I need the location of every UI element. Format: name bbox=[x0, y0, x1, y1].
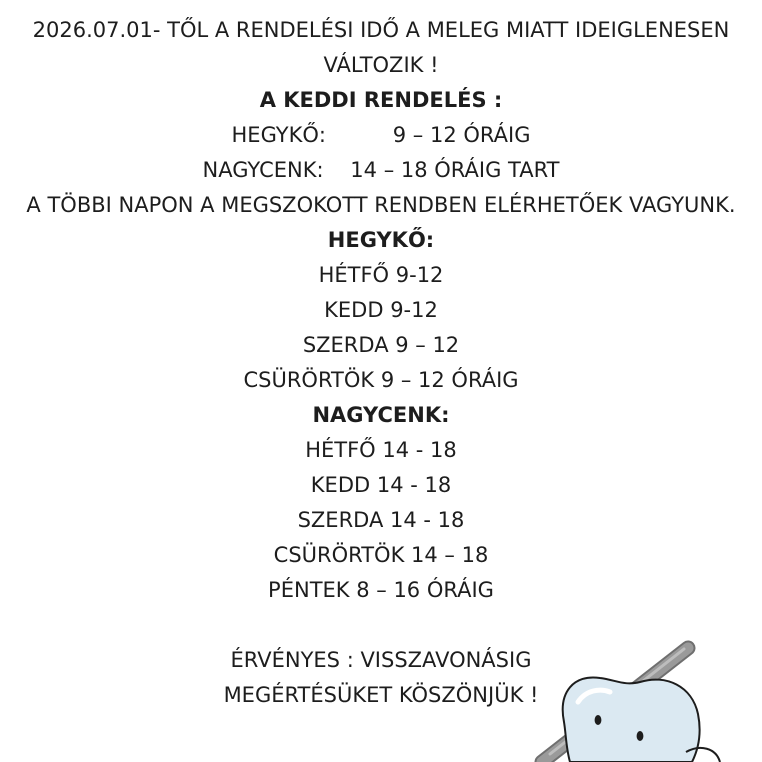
hegyko-hours-monday: HÉTFŐ 9-12 bbox=[318, 263, 444, 287]
nagycenk-hours-friday: PÉNTEK 8 – 16 ÓRÁIG bbox=[268, 578, 494, 602]
notice-line-2: VÁLTOZIK ! bbox=[323, 53, 439, 77]
hegyko-heading: HEGYKŐ: bbox=[327, 228, 435, 252]
nagycenk-hours-wednesday: SZERDA 14 - 18 bbox=[297, 508, 465, 532]
hegyko-hours-wednesday: SZERDA 9 – 12 bbox=[302, 333, 460, 357]
hegyko-hours-tuesday: KEDD 9-12 bbox=[324, 298, 438, 322]
hegyko-hours-thursday: CSÜRÖRTÖK 9 – 12 ÓRÁIG bbox=[243, 368, 519, 392]
thanks-text: MEGÉRTÉSÜKET KÖSZÖNJÜK ! bbox=[223, 683, 539, 707]
other-days-notice: A TÖBBI NAPON A MEGSZOKOTT RENDBEN ELÉRHETŐEK VAGYUNK. bbox=[26, 193, 736, 217]
nagycenk-hours-monday: HÉTFŐ 14 - 18 bbox=[305, 438, 457, 462]
tuesday-heading: A KEDDI RENDELÉS : bbox=[259, 88, 503, 112]
nagycenk-hours-thursday: CSÜRÖRTÖK 14 – 18 bbox=[273, 543, 489, 567]
tuesday-hegyko-hours: HEGYKŐ: 9 – 12 ÓRÁIG bbox=[231, 123, 531, 147]
validity-text: ÉRVÉNYES : VISSZAVONÁSIG bbox=[230, 648, 532, 672]
notice-line-1: 2026.07.01- TŐL A RENDELÉSI IDŐ A MELEG MIATT IDEIGLENESEN bbox=[32, 18, 730, 42]
tuesday-nagycenk-hours: NAGYCENK: 14 – 18 ÓRÁIG TART bbox=[202, 158, 560, 182]
nagycenk-hours-tuesday: KEDD 14 - 18 bbox=[310, 473, 452, 497]
tooth-icon bbox=[563, 677, 720, 762]
nagycenk-heading: NAGYCENK: bbox=[312, 403, 450, 427]
tooth-with-toothbrush-icon bbox=[520, 630, 762, 762]
